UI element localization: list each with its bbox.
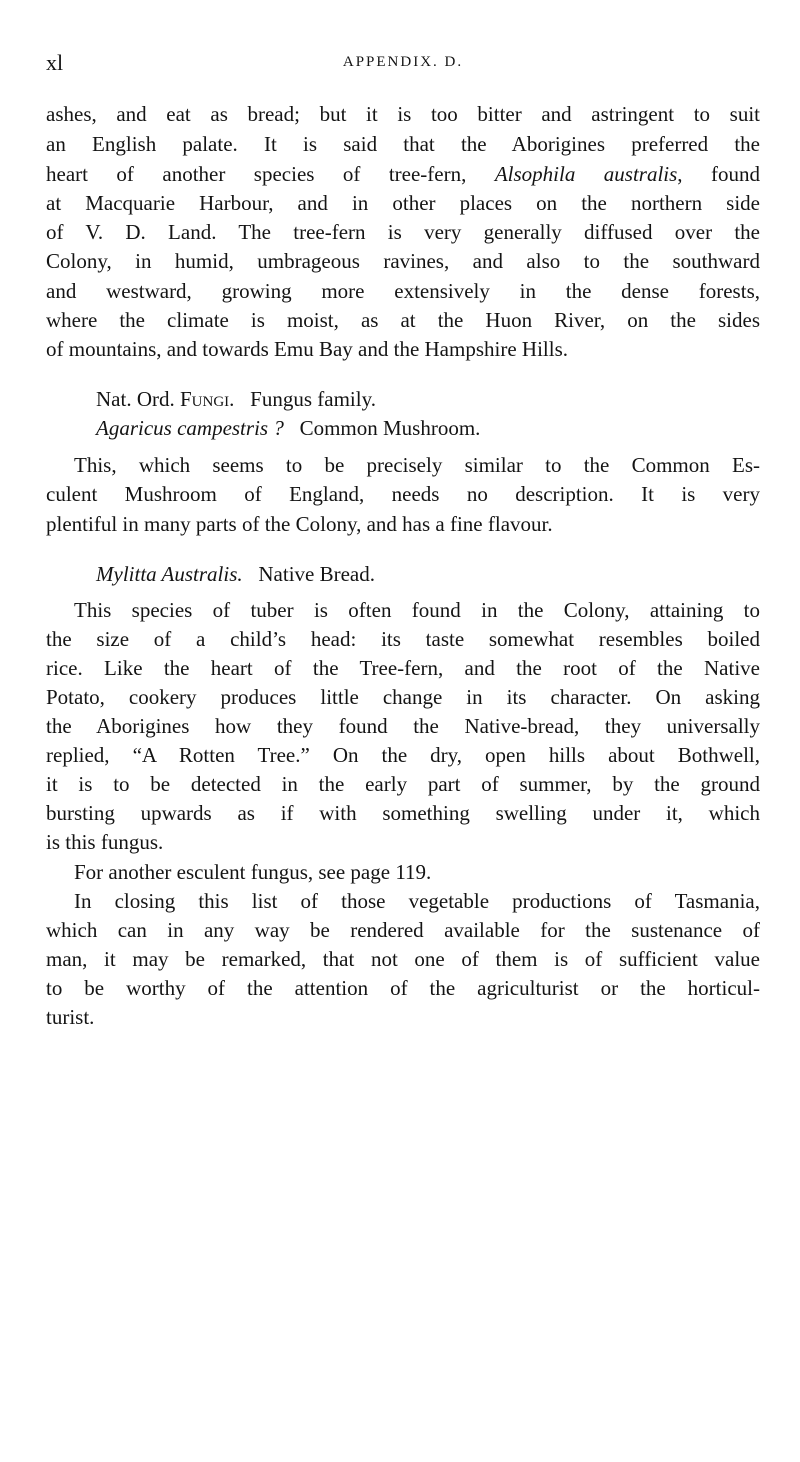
text-line: man, it may be remarked, that not one of them is of sufficient value — [46, 947, 760, 971]
text-span: , found — [677, 162, 760, 186]
text-line: of V. D. Land. The tree-fern is very generally diffused over the — [46, 220, 760, 244]
order-prefix: Nat. Ord. — [96, 387, 180, 411]
text-line: of mountains, and towards Emu Bay and the Hampshire Hills. — [46, 337, 568, 361]
species-latin-name: Agaricus campestris ? — [96, 416, 284, 440]
text-line: plentiful in many parts of the Colony, and has a fine flavour. — [46, 512, 553, 536]
text-line: where the climate is moist, as at the Huon River, on the sides — [46, 308, 760, 332]
text-line: In closing this list of those vegetable productions of Tasmania, — [74, 889, 760, 913]
species-latin-name: Mylitta Australis. — [96, 562, 243, 586]
species-heading-mylitta — [96, 560, 375, 588]
text-line: at Macquarie Harbour, and in other places on the northern side — [46, 191, 760, 215]
text-line: culent Mushroom of England, needs no description. It is very — [46, 482, 760, 506]
running-head — [46, 50, 760, 80]
running-head-title: APPENDIX. D. — [342, 54, 464, 70]
text-line — [46, 160, 760, 188]
text-line: bursting upwards as if with something swelling under it, which — [46, 801, 760, 825]
species-heading-agaricus — [96, 414, 480, 442]
text-line: it is to be detected in the early part of summer, by the ground — [46, 772, 760, 796]
paragraph-cross-reference: For another esculent fungus, see page 119. — [74, 860, 432, 884]
text-line: is this fungus. — [46, 830, 164, 854]
page-number: xl — [46, 50, 64, 75]
text-line: ashes, and eat as bread; but it is too bitter and astringent to suit — [46, 102, 760, 126]
species-common-name: Native Bread. — [258, 562, 375, 586]
order-suffix: . Fungus family. — [229, 387, 376, 411]
text-line: an English palate. It is said that the Aborigines preferred the — [46, 132, 760, 156]
text-line: the size of a child’s head: its taste somewhat resembles boiled — [46, 627, 760, 651]
text-line: Potato, cookery produces little change in its character. On asking — [46, 685, 760, 709]
text-line: the Aborigines how they found the Native-bread, they universally — [46, 714, 760, 738]
text-line: and westward, growing more extensively in the dense forests, — [46, 279, 760, 303]
text-line: Colony, in humid, umbrageous ravines, and also to the southward — [46, 249, 760, 273]
text-line: rice. Like the heart of the Tree-fern, and the root of the Native — [46, 656, 760, 680]
text-line: This, which seems to be precisely similar to the Common Es- — [74, 453, 760, 477]
latin-name-alsophila: Alsophila australis — [494, 162, 678, 186]
species-common-name: Common Mushroom. — [299, 416, 481, 440]
text-span: heart of another species of tree-fern, — [46, 162, 495, 186]
text-line: replied, “A Rotten Tree.” On the dry, open hills about Bothwell, — [46, 743, 760, 767]
order-heading — [96, 385, 376, 413]
text-line: turist. — [46, 1005, 95, 1029]
text-line: which can in any way be rendered available for the sustenance of — [46, 918, 760, 942]
text-line: This species of tuber is often found in the Colony, attaining to — [74, 598, 760, 622]
order-name: Fungi — [179, 387, 230, 411]
text-line: to be worthy of the attention of the agriculturist or the horticul- — [46, 976, 760, 1000]
